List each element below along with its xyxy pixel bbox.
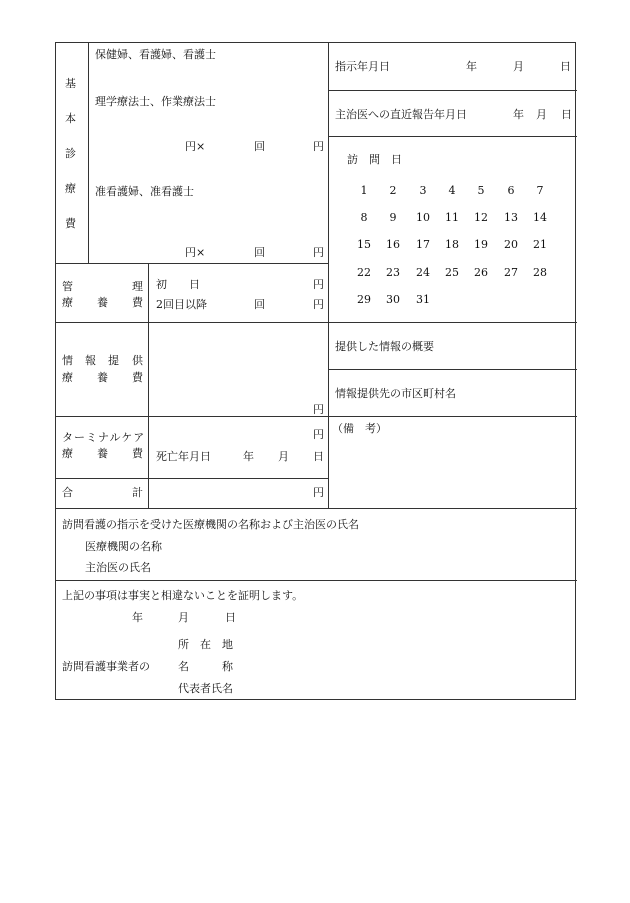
visit-days-label: 訪 問 日 (347, 153, 402, 166)
calendar-day[interactable]: 7 (536, 184, 544, 197)
first-day-label: 初 日 (156, 278, 200, 291)
times-unit: 回 (254, 140, 265, 153)
calendar-day[interactable]: 10 (416, 211, 430, 224)
yen-times-unit: 円× (185, 140, 206, 153)
yen-unit: 円 (313, 298, 324, 311)
calendar-day[interactable]: 13 (504, 211, 518, 224)
institution-title: 訪問看護の指示を受けた医療機関の名称および主治医の氏名 (62, 518, 359, 531)
form-frame (55, 42, 576, 700)
certification-statement: 上記の事項は事実と相違ないことを証明します。 (62, 589, 304, 602)
yen-unit: 円 (313, 428, 324, 441)
municipality-label: 情報提供先の市区町村名 (335, 387, 456, 400)
total-label-char: 計 (132, 486, 143, 499)
divider (56, 478, 329, 479)
divider (328, 90, 577, 91)
info-label-char: 養 (97, 371, 108, 384)
day-label: 日 (225, 611, 236, 624)
doctor-name-label: 主治医の氏名 (85, 561, 151, 574)
calendar-day[interactable]: 16 (386, 238, 400, 251)
label-char: 費 (65, 217, 76, 230)
calendar-day[interactable]: 20 (504, 238, 518, 251)
divider (56, 322, 577, 323)
calendar-day[interactable]: 2 (389, 184, 397, 197)
label-char: 基 (65, 77, 76, 90)
second-onward-label: 2回目以降 (156, 298, 207, 311)
remarks-label: （備 考） (332, 422, 387, 435)
institution-name-label: 医療機関の名称 (85, 540, 162, 553)
divider (148, 263, 149, 509)
death-date-label: 死亡年月日 (156, 450, 211, 463)
assistant-nurse-fee-label: 准看護婦、准看護士 (95, 185, 194, 198)
times-unit: 回 (254, 298, 265, 311)
calendar-day[interactable]: 8 (360, 211, 368, 224)
label-char: 診 (65, 147, 76, 160)
calendar-day[interactable]: 22 (357, 266, 371, 279)
terminal-care-label: ターミナルケア (62, 431, 146, 444)
info-label-char: 療 (62, 371, 73, 384)
yen-unit: 円 (313, 246, 324, 259)
calendar-day[interactable]: 28 (533, 266, 547, 279)
mgmt-label-char: 養 (97, 296, 108, 309)
calendar-day[interactable]: 31 (416, 293, 430, 306)
calendar-day[interactable]: 26 (474, 266, 488, 279)
calendar-day[interactable]: 4 (448, 184, 456, 197)
calendar-day[interactable]: 14 (533, 211, 547, 224)
calendar-day[interactable]: 29 (357, 293, 371, 306)
calendar-day[interactable]: 6 (507, 184, 515, 197)
month-label: 月 (178, 611, 189, 624)
label-char: 療 (65, 182, 76, 195)
info-summary-label: 提供した情報の概要 (335, 340, 434, 353)
day-label: 日 (561, 108, 572, 121)
info-label-char: 提 (108, 354, 119, 367)
calendar-day[interactable]: 11 (445, 211, 459, 224)
calendar-day[interactable]: 9 (389, 211, 397, 224)
divider (88, 43, 89, 264)
month-label: 月 (536, 108, 547, 121)
calendar-day[interactable]: 27 (504, 266, 518, 279)
divider (328, 136, 577, 137)
year-label: 年 (466, 60, 477, 73)
calendar-day[interactable]: 25 (445, 266, 459, 279)
terminal-label-char: 養 (97, 447, 108, 460)
calendar-day[interactable]: 15 (357, 238, 371, 251)
calendar-day[interactable]: 17 (416, 238, 430, 251)
terminal-label-char: 費 (132, 447, 143, 460)
day-label: 日 (560, 60, 571, 73)
day-label: 日 (313, 450, 324, 463)
representative-label: 代表者氏名 (178, 682, 233, 695)
mgmt-label-char: 管 (62, 280, 73, 293)
calendar-day[interactable]: 5 (477, 184, 485, 197)
yen-unit: 円 (313, 278, 324, 291)
provider-label: 訪問看護事業者の (62, 660, 150, 673)
calendar-day[interactable]: 1 (360, 184, 368, 197)
year-label: 年 (132, 611, 143, 624)
info-label-char: 費 (132, 371, 143, 384)
times-unit: 回 (254, 246, 265, 259)
mgmt-label-char: 費 (132, 296, 143, 309)
info-label-char: 情 (62, 354, 73, 367)
info-label-char: 報 (85, 354, 96, 367)
calendar-day[interactable]: 18 (445, 238, 459, 251)
divider (56, 580, 577, 581)
terminal-label-char: 療 (62, 447, 73, 460)
instruction-date-label: 指示年月日 (335, 60, 390, 73)
divider (328, 43, 329, 509)
therapist-fee-label: 理学療法士、作業療法士 (95, 95, 216, 108)
year-label: 年 (243, 450, 254, 463)
label-char: 本 (65, 112, 76, 125)
yen-unit: 円 (313, 486, 324, 499)
location-label: 所 在 地 (178, 638, 233, 651)
report-date-label: 主治医への直近報告年月日 (335, 108, 467, 121)
total-label-char: 合 (62, 486, 73, 499)
mgmt-label-char: 療 (62, 296, 73, 309)
yen-times-unit: 円× (185, 246, 206, 259)
calendar-day[interactable]: 23 (386, 266, 400, 279)
divider (56, 508, 577, 509)
year-label: 年 (513, 108, 524, 121)
calendar-day[interactable]: 21 (533, 238, 547, 251)
nurse-fee-label: 保健婦、看護婦、看護士 (95, 48, 216, 61)
yen-unit: 円 (313, 403, 324, 416)
yen-unit: 円 (313, 140, 324, 153)
calendar-day[interactable]: 19 (474, 238, 488, 251)
divider (56, 416, 577, 417)
month-label: 月 (513, 60, 524, 73)
calendar-day[interactable]: 12 (474, 211, 488, 224)
calendar-day[interactable]: 30 (386, 293, 400, 306)
mgmt-label-char: 理 (132, 280, 143, 293)
provider-name-label: 名 称 (178, 660, 233, 673)
month-label: 月 (278, 450, 289, 463)
info-label-char: 供 (132, 354, 143, 367)
divider (56, 263, 329, 264)
divider (328, 369, 577, 370)
calendar-day[interactable]: 24 (416, 266, 430, 279)
calendar-day[interactable]: 3 (419, 184, 427, 197)
